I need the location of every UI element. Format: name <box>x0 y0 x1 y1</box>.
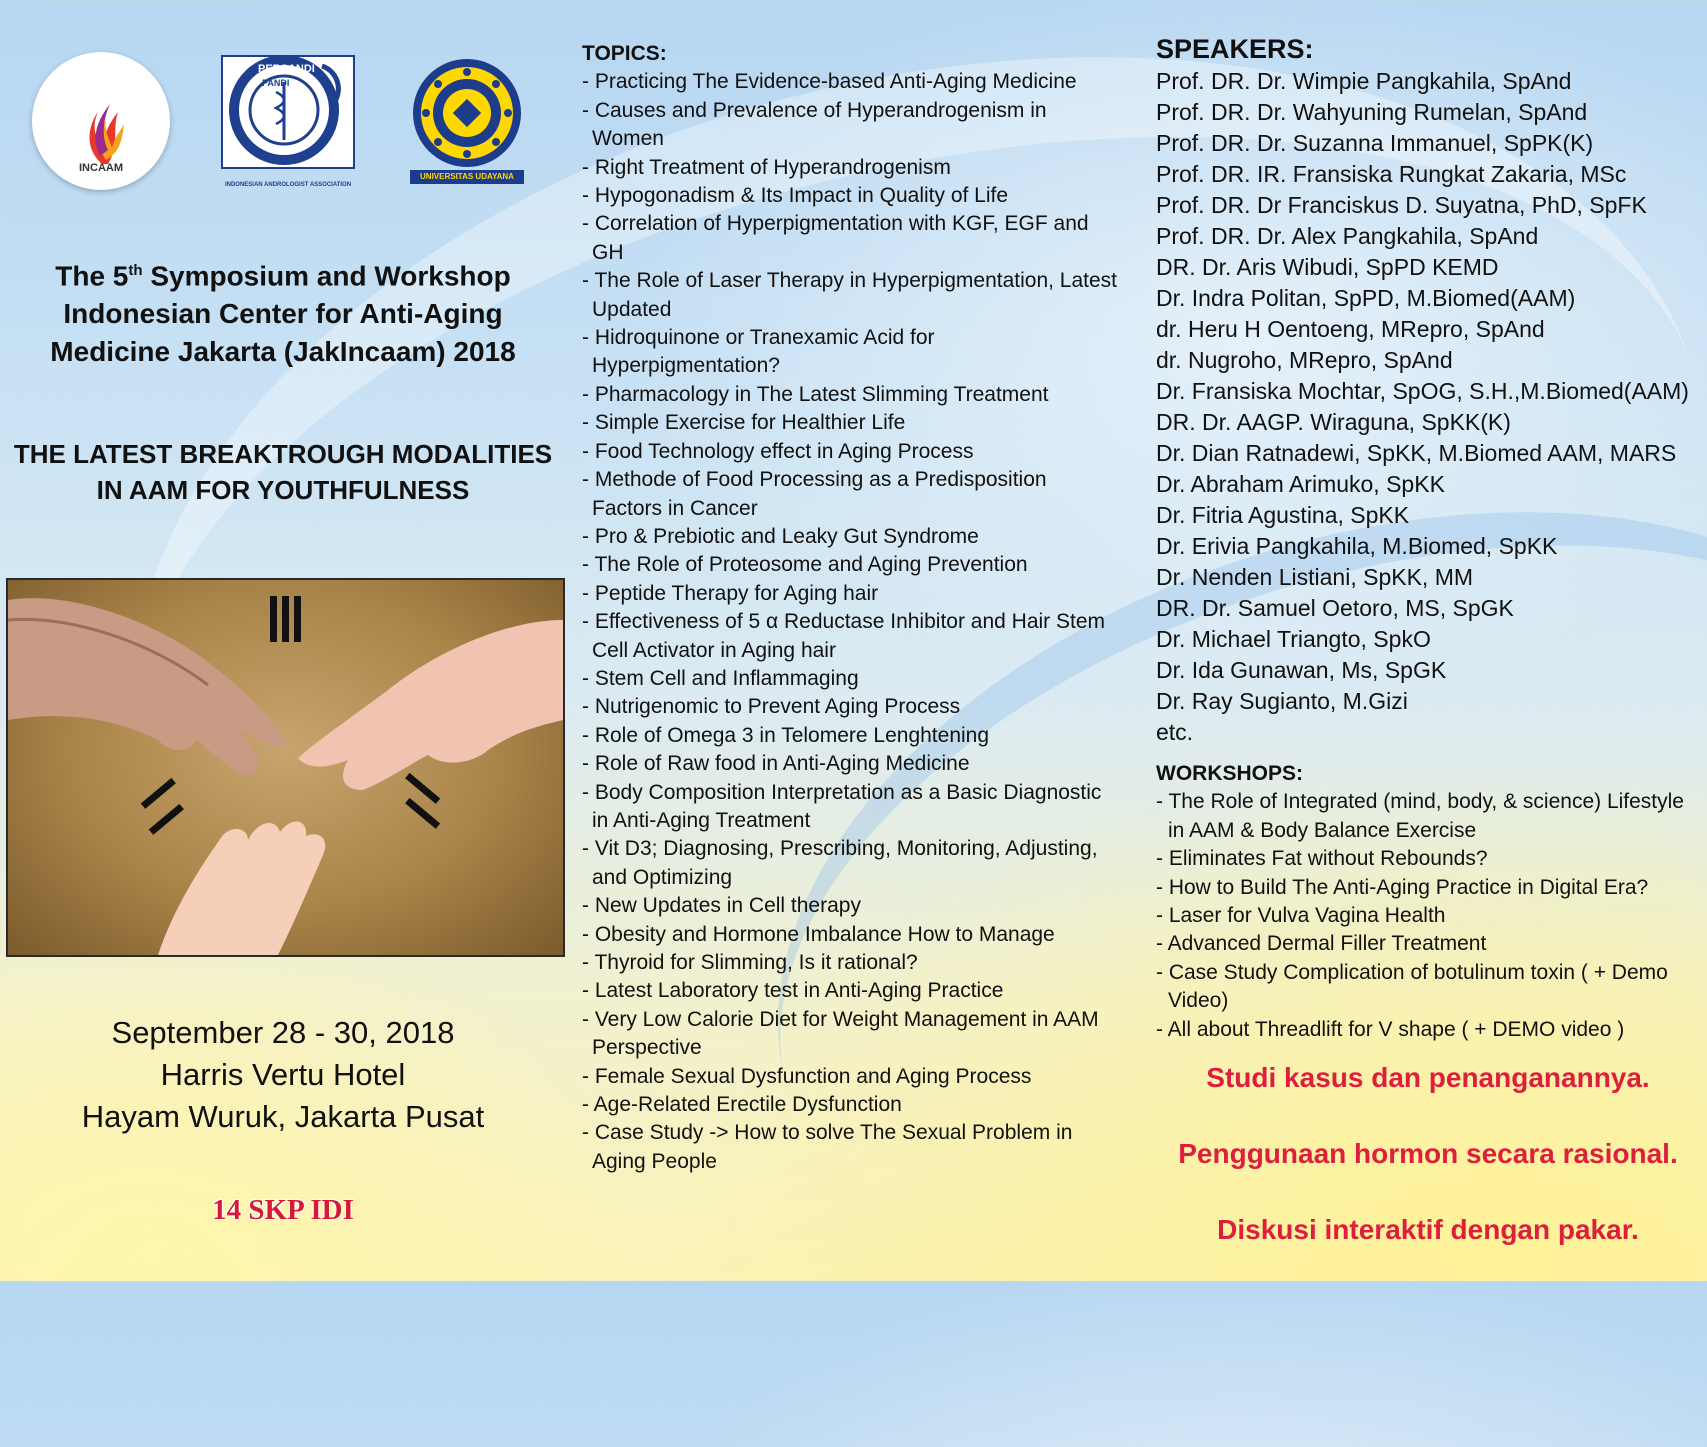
topic-item: - Vit D3; Diagnosing, Prescribing, Monitoring, Adjusting, and Optimizing <box>582 837 1098 889</box>
speaker-item: dr. Heru H Oentoeng, MRepro, SpAnd <box>1156 316 1545 342</box>
workshops-heading: WORKSHOPS: <box>1156 762 1303 785</box>
topic-item: - Very Low Calorie Diet for Weight Management in AAM Perspective <box>582 1007 1099 1060</box>
tagline-case-study: Studi kasus dan penanganannya. <box>1206 1062 1650 1093</box>
udayana-caption: UNIVERSITAS UDAYANA <box>410 170 524 184</box>
svg-text:PERSANDI: PERSANDI <box>258 63 315 75</box>
workshop-item: - Laser for Vulva Vagina Health <box>1156 904 1446 928</box>
event-location: Hayam Wuruk, Jakarta Pusat <box>81 1099 485 1134</box>
speaker-item: Prof. DR. Dr. Wimpie Pangkahila, SpAnd <box>1156 68 1572 94</box>
speaker-item: Prof. DR. IR. Fransiska Rungkat Zakaria, MSc <box>1156 161 1627 187</box>
topic-item: - Causes and Prevalence of Hyperandrogenism in Women <box>582 98 1047 151</box>
incaam-caption: INCAAM <box>79 162 123 174</box>
speaker-item: Prof. DR. Dr Franciskus D. Suyatna, PhD, SpFK <box>1156 192 1647 218</box>
speaker-item: etc. <box>1156 719 1194 745</box>
skp-credit: 14 SKP IDI <box>212 1194 354 1226</box>
speaker-item: Dr. Ida Gunawan, Ms, SpGK <box>1156 657 1447 683</box>
speaker-item: Dr. Abraham Arimuko, SpKK <box>1156 471 1445 497</box>
topic-item: - Practicing The Evidence-based Anti-Aging Medicine <box>582 70 1077 94</box>
event-date: September 28 - 30, 2018 <box>111 1015 455 1050</box>
workshop-item: - Case Study Complication of botulinum toxin ( + Demo Video) <box>1156 960 1668 1013</box>
speaker-item: Dr. Dian Ratnadewi, SpKK, M.Biomed AAM, MARS <box>1156 440 1677 466</box>
topic-item: - Nutrigenomic to Prevent Aging Process <box>582 695 961 719</box>
speaker-item: Dr. Fitria Agustina, SpKK <box>1156 502 1410 528</box>
topics-section <box>582 40 1122 1176</box>
topic-item: - Case Study -> How to solve The Sexual Problem in Aging People <box>582 1121 1073 1173</box>
caduceus-emblem-icon <box>218 52 358 180</box>
workshop-item: - Eliminates Fat without Rebounds? <box>1156 847 1488 871</box>
topic-item: - Correlation of Hyperpigmentation with KGF, EGF and GH <box>582 212 1089 264</box>
symposium-title <box>0 252 566 371</box>
speaker-item: DR. Dr. Aris Wibudi, SpPD KEMD <box>1156 254 1499 280</box>
topic-item: - Pro & Prebiotic and Leaky Gut Syndrome <box>582 524 979 548</box>
tagline-discussion: Diskusi interaktif dengan pakar. <box>1217 1214 1639 1245</box>
speaker-item: DR. Dr. Samuel Oetoro, MS, SpGK <box>1156 595 1514 621</box>
speakers-section <box>1156 32 1706 748</box>
workshop-item: - All about Threadlift for V shape ( + DEMO video ) <box>1156 1017 1625 1041</box>
topic-item: - Role of Omega 3 in Telomere Lenghtening <box>582 723 990 747</box>
svg-text:PANDI: PANDI <box>262 78 290 88</box>
speaker-item: Prof. DR. Dr. Suzanna Immanuel, SpPK(K) <box>1156 130 1594 156</box>
theme-line-1: THE LATEST BREAKTROUGH MODALITIES <box>13 439 553 469</box>
topic-item: - Pharmacology in The Latest Slimming Treatment <box>582 382 1049 406</box>
topic-item: - The Role of Laser Therapy in Hyperpigmentation, Latest Updated <box>582 269 1118 321</box>
topics-list <box>582 68 1122 1176</box>
speaker-item: dr. Nugroho, MRepro, SpAnd <box>1156 347 1453 373</box>
event-info <box>0 1012 566 1138</box>
theme-line-2: IN AAM FOR YOUTHFULNESS <box>96 475 470 505</box>
topic-item: - New Updates in Cell therapy <box>582 894 861 918</box>
topic-item: - Effectiveness of 5 α Reductase Inhibitor and Hair Stem Cell Activator in Aging hair <box>582 610 1106 662</box>
clock-hands-illustration <box>8 580 563 955</box>
topic-item: - Role of Raw food in Anti-Aging Medicine <box>582 752 970 776</box>
pandi-logo <box>218 52 358 188</box>
topic-item: - Stem Cell and Inflammaging <box>582 666 859 690</box>
speakers-heading: SPEAKERS: <box>1156 34 1314 64</box>
udayana-emblem-icon <box>410 56 524 170</box>
workshop-item: - The Role of Integrated (mind, body, & science) Lifestyle in AAM & Body Balance Exercise <box>1156 790 1684 842</box>
incaam-logo <box>32 52 170 190</box>
speaker-item: Prof. DR. Dr. Alex Pangkahila, SpAnd <box>1156 223 1539 249</box>
topic-item: - Thyroid for Slimming, Is it rational? <box>582 951 918 974</box>
hands-clock-photo <box>6 578 565 957</box>
speaker-item: Dr. Nenden Listiani, SpKK, MM <box>1156 564 1474 590</box>
speaker-item: Dr. Fransiska Mochtar, SpOG, S.H.,M.Biomed(AAM) <box>1156 378 1689 404</box>
workshop-item: - How to Build The Anti-Aging Practice in Digital Era? <box>1156 875 1649 899</box>
speaker-item: Dr. Indra Politan, SpPD, M.Biomed(AAM) <box>1156 285 1576 311</box>
topic-item: - Female Sexual Dysfunction and Aging Process <box>582 1064 1032 1088</box>
topic-item: - The Role of Proteosome and Aging Prevention <box>582 553 1028 577</box>
topic-item: - Hidroquinone or Tranexamic Acid for Hyperpigmentation? <box>582 326 935 378</box>
pandi-caption: INDONESIAN ANDROLOGIST ASSOCIATION <box>224 182 352 188</box>
tagline-hormone: Penggunaan hormon secara rasional. <box>1178 1138 1678 1169</box>
topic-item: - Right Treatment of Hyperandrogenism <box>582 155 951 179</box>
event-venue: Harris Vertu Hotel <box>160 1057 406 1092</box>
speaker-item: Dr. Erivia Pangkahila, M.Biomed, SpKK <box>1156 533 1558 559</box>
topic-item: - Food Technology effect in Aging Process <box>582 439 974 463</box>
topic-item: - Latest Laboratory test in Anti-Aging Practice <box>582 979 1004 1003</box>
topic-item: - Methode of Food Processing as a Predisposition Factors in Cancer <box>582 468 1047 520</box>
topic-item: - Body Composition Interpretation as a Basic Diagnostic in Anti-Aging Treatment <box>582 780 1102 832</box>
topic-item: - Age-Related Erectile Dysfunction <box>582 1093 902 1117</box>
theme-heading <box>0 436 566 508</box>
title-line-3: Medicine Jakarta (JakIncaam) 2018 <box>50 336 516 368</box>
workshop-item: - Advanced Dermal Filler Treatment <box>1156 932 1487 956</box>
speaker-item: Dr. Ray Sugianto, M.Gizi <box>1156 688 1408 714</box>
udayana-logo <box>410 56 524 184</box>
workshops-section <box>1156 760 1704 1044</box>
topic-item: - Hypogonadism & Its Impact in Quality of Life <box>582 184 1009 208</box>
workshops-list <box>1156 788 1704 1044</box>
topic-item: - Peptide Therapy for Aging hair <box>582 581 879 605</box>
speaker-item: DR. Dr. AAGP. Wiraguna, SpKK(K) <box>1156 409 1511 435</box>
title-line-1: The 5th Symposium and Workshop <box>55 260 511 292</box>
speaker-item: Prof. DR. Dr. Wahyuning Rumelan, SpAnd <box>1156 99 1588 125</box>
topic-item: - Simple Exercise for Healthier Life <box>582 411 906 435</box>
title-line-2: Indonesian Center for Anti-Aging <box>63 298 503 330</box>
topic-item: - Obesity and Hormone Imbalance How to Manage <box>582 922 1055 946</box>
speaker-item: Dr. Michael Triangto, SpkO <box>1156 626 1431 652</box>
speakers-list <box>1156 66 1706 748</box>
topics-heading: TOPICS: <box>582 42 667 65</box>
